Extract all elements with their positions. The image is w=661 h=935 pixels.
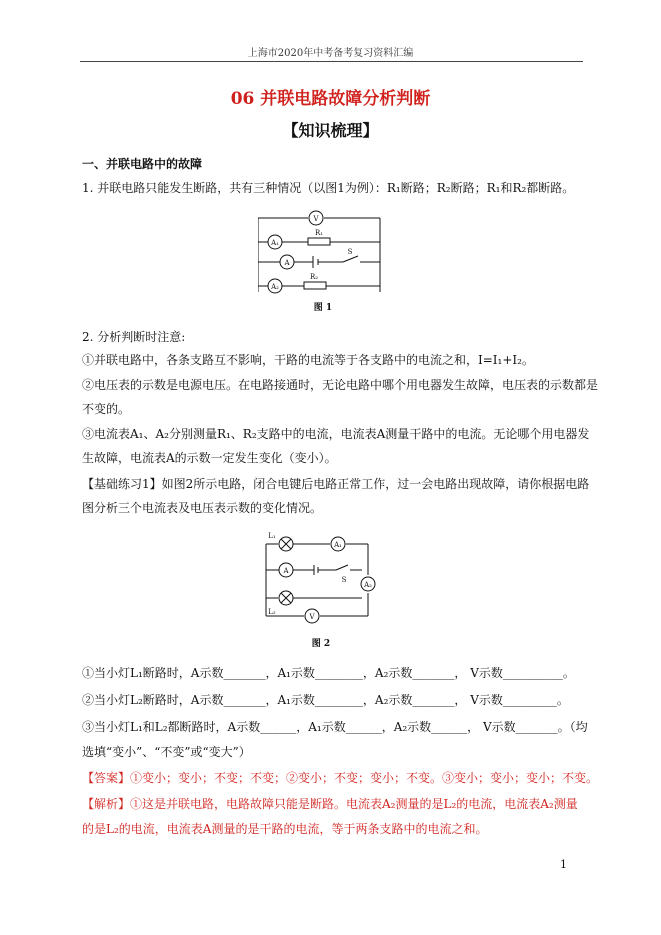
exercise-1-line-a: 【基础练习1】如图2所示电路，闭合电键后电路正常工作，过一会电路出现故障，请你根据电路 <box>82 477 590 491</box>
fig2-label-a2: A₂ <box>364 581 372 589</box>
answer-text: 【答案】①变小；变小；不变；不变；②变小；不变；变小；不变。③变小；变小；变小；不变。 <box>82 771 599 785</box>
fig1-label-r1: R₁ <box>314 229 324 237</box>
fig2-label-s: S <box>341 576 347 584</box>
figure-2 <box>262 530 380 630</box>
fig2-label-a: A <box>283 567 289 575</box>
paragraph-2-item-3b: 生故障，电流表A的示数一定发生变化（变小）。 <box>82 451 337 465</box>
fig2-label-l2: L₂ <box>268 608 276 616</box>
paragraph-2-item-2b: 不变的。 <box>82 402 131 416</box>
figure-2-caption: 图 2 <box>311 639 331 649</box>
figure-1-caption: 图 1 <box>313 303 333 313</box>
page-number: 1 <box>560 858 567 871</box>
question-2: ②当小灯L₂断路时，A示数_______，A₁示数________，A₂示数_______， V示数_________。 <box>82 693 569 707</box>
fig2-label-l1: L₁ <box>268 532 276 540</box>
fig2-label-a1: A₁ <box>334 541 342 549</box>
paragraph-2-title: 2. 分析判断时注意: <box>82 330 186 344</box>
header-rule <box>80 61 583 62</box>
circuit-diagram-2 <box>262 530 380 630</box>
fig1-label-a2: A₂ <box>271 283 279 291</box>
paragraph-2-item-1: ①并联电路中，各条支路互不影响，干路的电流等于各支路中的电流之和，I=I₁+I₂。 <box>82 353 534 367</box>
document-title: 06 并联电路故障分析判断 <box>230 89 431 109</box>
fig1-label-s: S <box>347 248 353 256</box>
section-heading: 【知识梳理】 <box>282 121 379 140</box>
paragraph-2-item-2a: ②电压表的示数是电源电压。在电路接通时，无论电路中哪个用电器发生故障，电压表的示数都是 <box>82 378 599 392</box>
analysis-line-a: 【解析】①这是并联电路，电路故障只能是断路。电流表A₂测量的是L₂的电流，电流表A₂测量 <box>82 797 578 811</box>
fig2-label-v: V <box>309 613 315 621</box>
fig1-label-a1: A₁ <box>271 239 279 247</box>
exercise-1-line-b: 图分析三个电流表及电压表示数的变化情况。 <box>82 501 323 515</box>
analysis-line-b: 的是L₂的电流，电流表A测量的是干路的电流，等于两条支路中的电流之和。 <box>82 822 488 836</box>
question-3-line-b: 选填“变小”、“不变”或“变大”） <box>82 745 251 759</box>
paragraph-1: 1. 并联电路只能发生断路，共有三种情况（以图1为例）：R₁断路；R₂断路；R₁和R₂都断路。 <box>82 181 575 195</box>
question-1: ①当小灯L₁断路时，A示数_______，A₁示数________，A₂示数_______， V示数__________。 <box>82 666 575 680</box>
paragraph-2-item-3a: ③电流表A₁、A₂分别测量R₁、R₂支路中的电流，电流表A测量干路中的电流。无论哪个用电器发 <box>82 427 590 441</box>
subsection-heading: 一、并联电路中的故障 <box>82 157 203 171</box>
fig1-label-v: V <box>313 215 319 223</box>
fig1-label-r2: R₂ <box>309 273 319 281</box>
fig1-label-a: A <box>284 259 290 267</box>
page-header: 上海市2020年中考备考复习资料汇编 <box>247 48 414 59</box>
question-3-line-a: ③当小灯L₁和L₂都断路时，A示数______，A₁示数______，A₂示数______， V示数_______。（均 <box>82 720 588 734</box>
